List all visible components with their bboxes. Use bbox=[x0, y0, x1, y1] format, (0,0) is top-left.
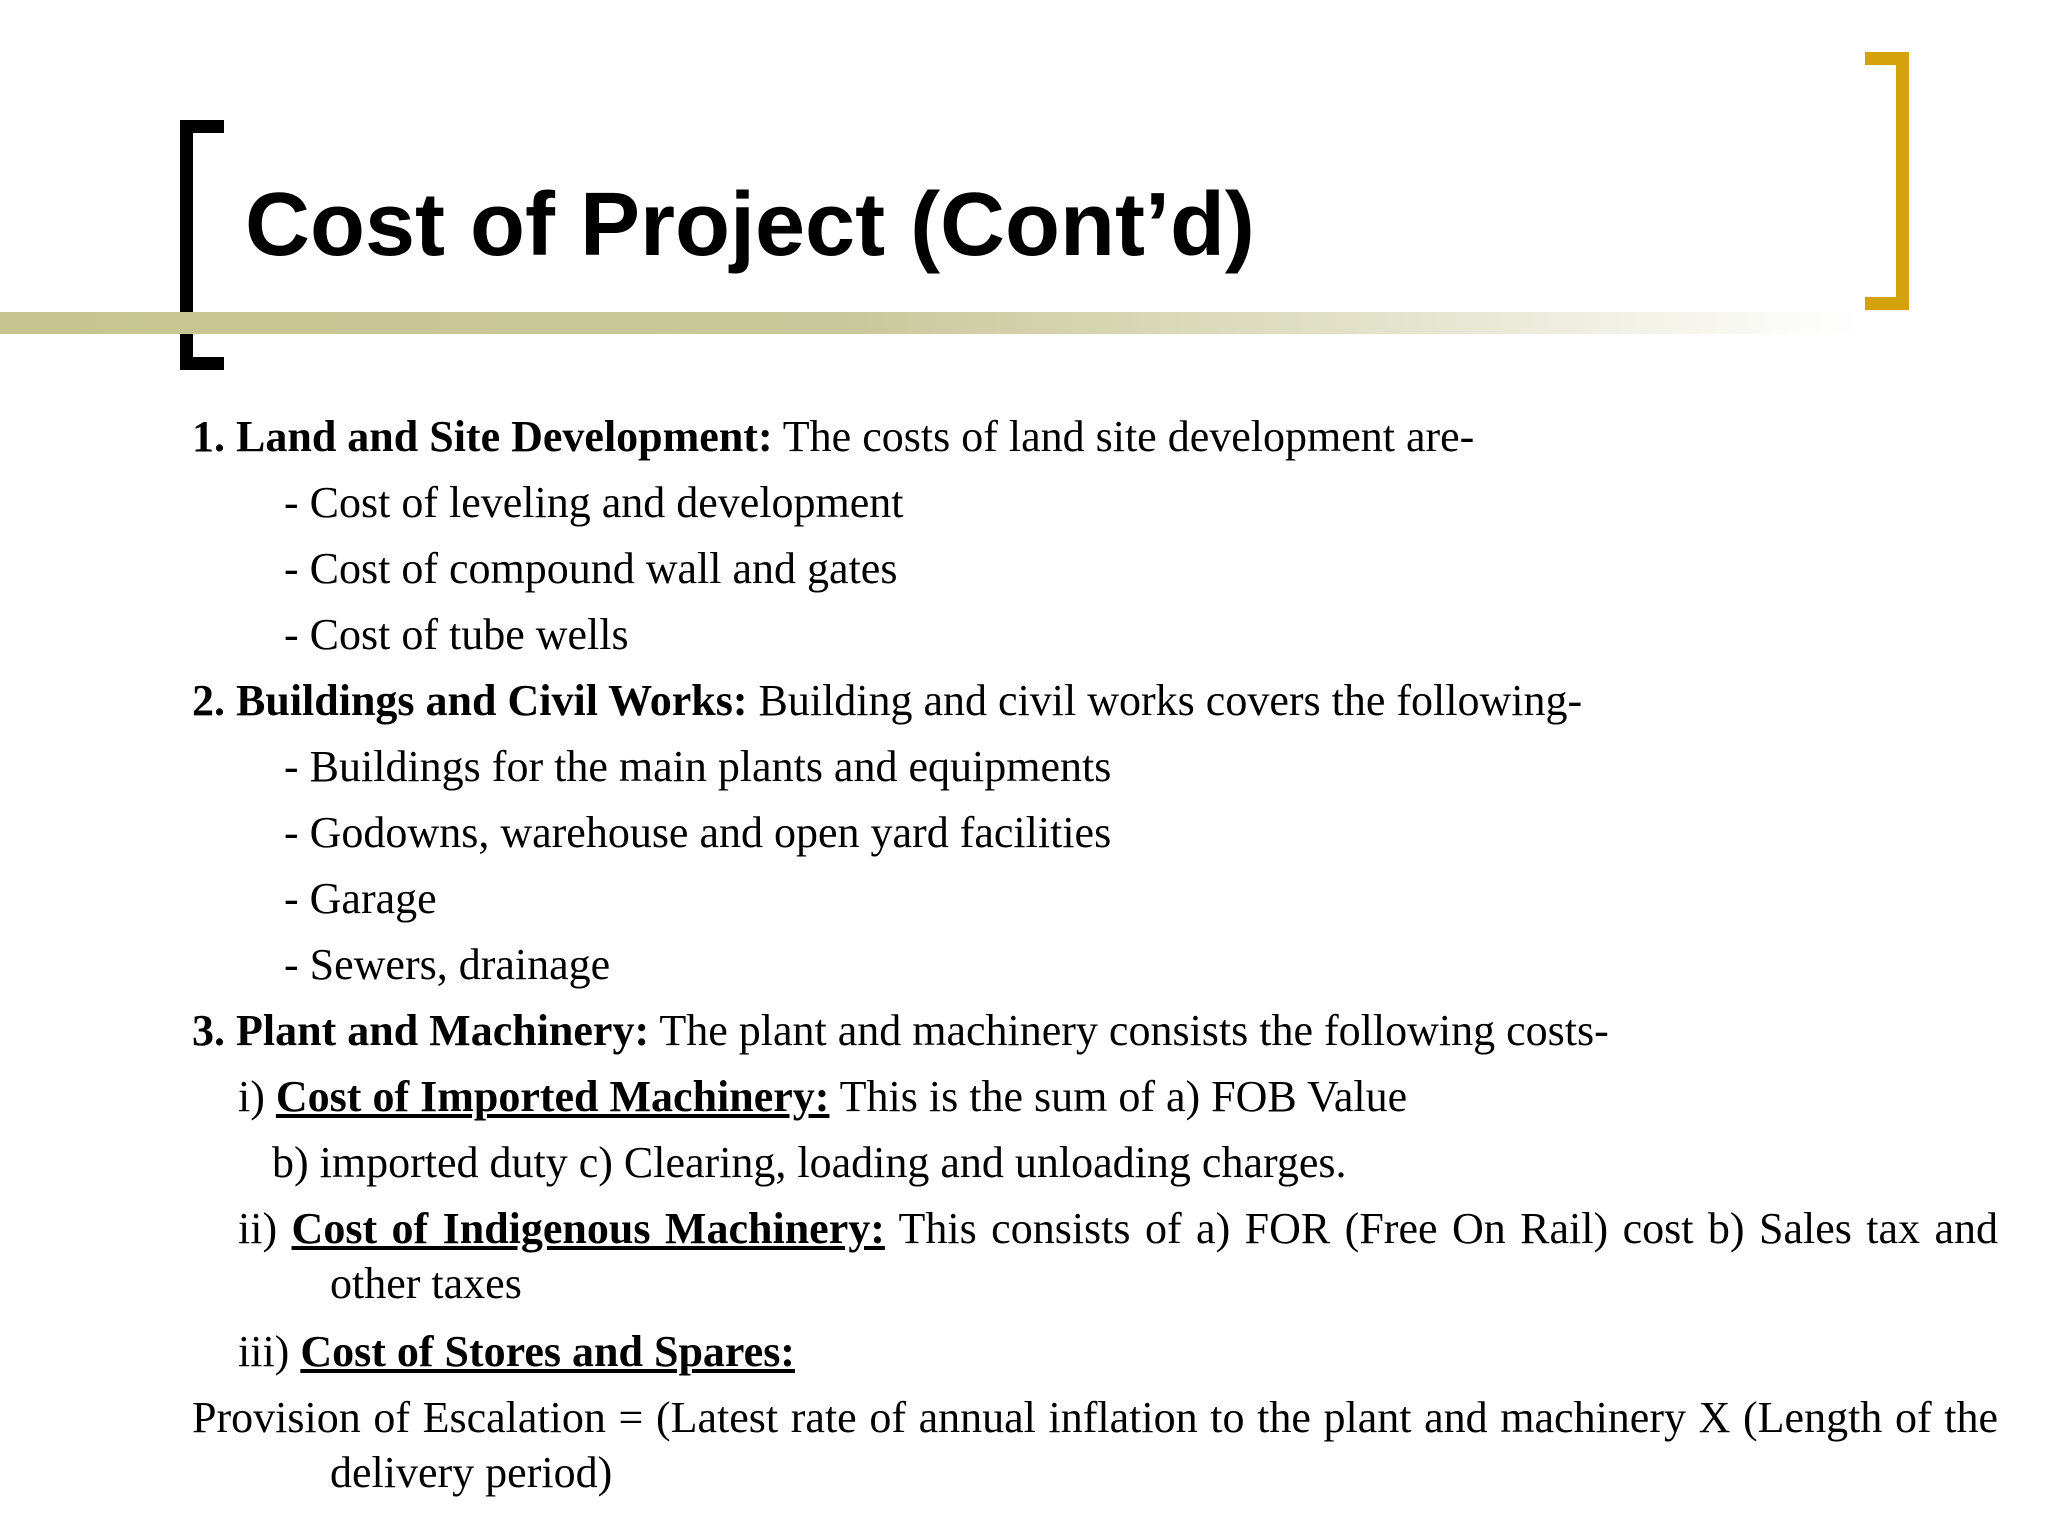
subitem-imported-machinery bbox=[192, 1064, 1998, 1130]
subitem-text: This consists of a) FOR (Free On Rail) cost b) Sales tax and other taxes bbox=[330, 1204, 1998, 1308]
list-item: - Garage bbox=[284, 874, 437, 923]
slide-body bbox=[192, 404, 1998, 1536]
subitem-continuation: b) imported duty c) Clearing, loading and unloading charges. bbox=[272, 1138, 1347, 1187]
subitem-prefix: iii) bbox=[238, 1327, 301, 1376]
list-item: - Sewers, drainage bbox=[284, 940, 611, 989]
subitem-label: Cost of Indigenous Machinery: bbox=[291, 1204, 885, 1253]
subitem-stores-spares bbox=[192, 1319, 1998, 1385]
list-item: - Godowns, warehouse and open yard facilities bbox=[284, 808, 1112, 857]
list-item: - Cost of tube wells bbox=[284, 610, 629, 659]
subitem-label: Cost of Stores and Spares: bbox=[300, 1327, 795, 1376]
right-bracket-decoration bbox=[1865, 52, 1909, 310]
subitem-indigenous-machinery bbox=[192, 1201, 1998, 1311]
section-heading: 2. Buildings and Civil Works: bbox=[192, 676, 748, 725]
section-plant-machinery bbox=[192, 998, 1998, 1064]
slide-title: Cost of Project (Cont’d) bbox=[245, 175, 1255, 275]
subitem-prefix: ii) bbox=[238, 1204, 292, 1253]
section-text: Building and civil works covers the following- bbox=[747, 676, 1583, 725]
list-item: - Cost of leveling and development bbox=[284, 478, 904, 527]
subitem-label: Cost of Imported Machinery: bbox=[275, 1072, 830, 1121]
section-text: The plant and machinery consists the following costs- bbox=[649, 1006, 1609, 1055]
section-heading: 3. Plant and Machinery: bbox=[192, 1006, 650, 1055]
escalation-formula: Provision of Escalation = (Latest rate of annual inflation to the plant and machinery X (Length of the delivery period) bbox=[192, 1393, 1998, 1497]
subitem-prefix: i) bbox=[238, 1072, 276, 1121]
section-buildings bbox=[192, 668, 1998, 734]
section-text: The costs of land site development are- bbox=[772, 412, 1475, 461]
section-heading: 1. Land and Site Development: bbox=[192, 412, 773, 461]
list-item: - Buildings for the main plants and equipments bbox=[284, 742, 1112, 791]
section-land-site bbox=[192, 404, 1998, 470]
list-item: - Cost of compound wall and gates bbox=[284, 544, 898, 593]
subitem-text: This is the sum of a) FOB Value bbox=[829, 1072, 1408, 1121]
title-underline-bar bbox=[0, 312, 1860, 334]
